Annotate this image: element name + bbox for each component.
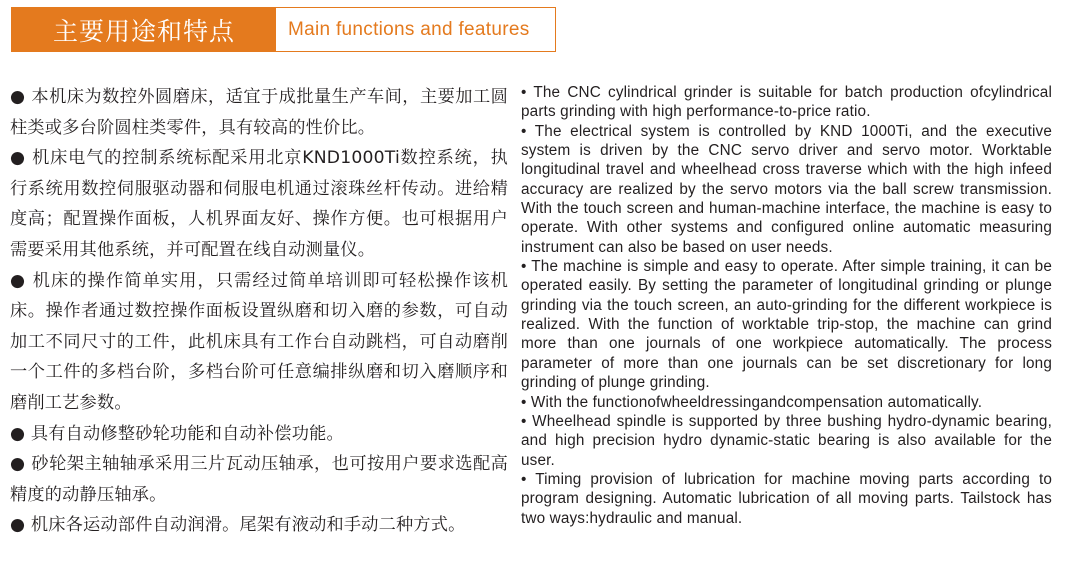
feature-text: Timing provision of lubrication for machine moving parts according to program designing. Automatic lubrication of all moving parts. Tailstock has two ways:hydraulic and manual.	[521, 470, 1052, 527]
chinese-feature-list	[10, 82, 508, 541]
feature-text: Wheelhead spindle is supported by three bushing hydro-dynamic bearing, and high precision hydro dynamic-static bearing is also available for the user.	[521, 412, 1052, 469]
bullet-icon: •	[521, 412, 527, 430]
bullet-icon: •	[521, 393, 527, 411]
section-header	[11, 7, 556, 52]
feature-text: 具有自动修整砂轮功能和自动补偿功能。	[30, 423, 344, 444]
english-feature-list	[521, 83, 1052, 528]
feature-text: The electrical system is controlled by KND 1000Ti, and the executive system is driven by the CNC servo driver and servo motor. Worktable longitudinal travel and wheelhead cross traverse which with the high infeed accuracy are realized by the servo motors via the ball screw transmission. With the touch screen and human-machine interface, the machine is easy to operate. With other systems and configured online automatic measuring instrument can also be based on user needs.	[521, 122, 1052, 256]
bullet-icon: ●	[10, 454, 26, 475]
header-title-cn: 主要用途和特点	[12, 8, 276, 51]
header-title-en: Main functions and features	[288, 18, 530, 40]
bullet-icon: •	[521, 470, 527, 488]
feature-text: 砂轮架主轴轴承采用三片瓦动压轴承，也可按用户要求选配高精度的动静压轴承。	[10, 454, 508, 505]
feature-text: 本机床为数控外圆磨床，适宜于成批量生产车间，主要加工圆柱类或多台阶圆柱类零件，具有较高的性价比。	[10, 87, 508, 138]
bullet-icon: ●	[10, 515, 26, 536]
bullet-icon: •	[521, 258, 527, 276]
feature-text: With the functionofwheeldressingandcompensation automatically.	[526, 393, 983, 411]
feature-text: 机床各运动部件自动润滑。尾架有液动和手动二种方式。	[30, 515, 466, 536]
bullet-icon: ●	[10, 148, 26, 169]
list-item	[10, 510, 508, 541]
bullet-icon: •	[521, 84, 527, 101]
bullet-icon: ●	[10, 270, 27, 291]
list-item	[521, 470, 1052, 528]
list-item	[10, 82, 508, 143]
list-item	[521, 122, 1052, 257]
feature-text: The CNC cylindrical grinder is suitable for batch production ofcylindrical parts grinding with high performance-to-price ratio.	[521, 84, 1052, 121]
feature-text: The machine is simple and easy to operate. After simple training, it can be operated easily. By setting the parameter of longitudinal grinding or plunge grinding via the touch screen, an auto-grinding for the different workpiece is realized. With the function of worktable trip-stop, the machine can grind more than one journals of one workpiece automatically. The process parameter of more than one journals can be set discretionary for long grinding of plunge grinding.	[521, 258, 1052, 392]
list-item	[10, 143, 508, 265]
bullet-icon: ●	[10, 87, 26, 107]
bullet-icon: •	[521, 122, 527, 140]
list-item	[521, 83, 1052, 122]
feature-text: 机床的操作简单实用，只需经过简单培训即可轻松操作该机床。操作者通过数控操作面板设置纵磨和切入磨的参数，可自动加工不同尺寸的工件，此机床具有工作台自动跳档，可自动磨削一个工件的多档台阶，多档台阶可任意编排纵磨和切入磨顺序和磨削工艺参数。	[10, 270, 508, 413]
bullet-icon: ●	[10, 423, 26, 444]
list-item	[521, 393, 1052, 412]
feature-text: 机床电气的控制系统标配采用北京KND1000Ti数控系统，执行系统用数控伺服驱动器和伺服电机通过滚珠丝杆传动。进给精度高；配置操作面板，人机界面友好、操作方便。也可根据用户需要采用其他系统，并可配置在线自动测量仪。	[10, 148, 508, 260]
list-item	[10, 449, 508, 510]
list-item	[10, 419, 508, 450]
list-item	[521, 412, 1052, 470]
list-item	[521, 257, 1052, 392]
list-item	[10, 266, 508, 419]
